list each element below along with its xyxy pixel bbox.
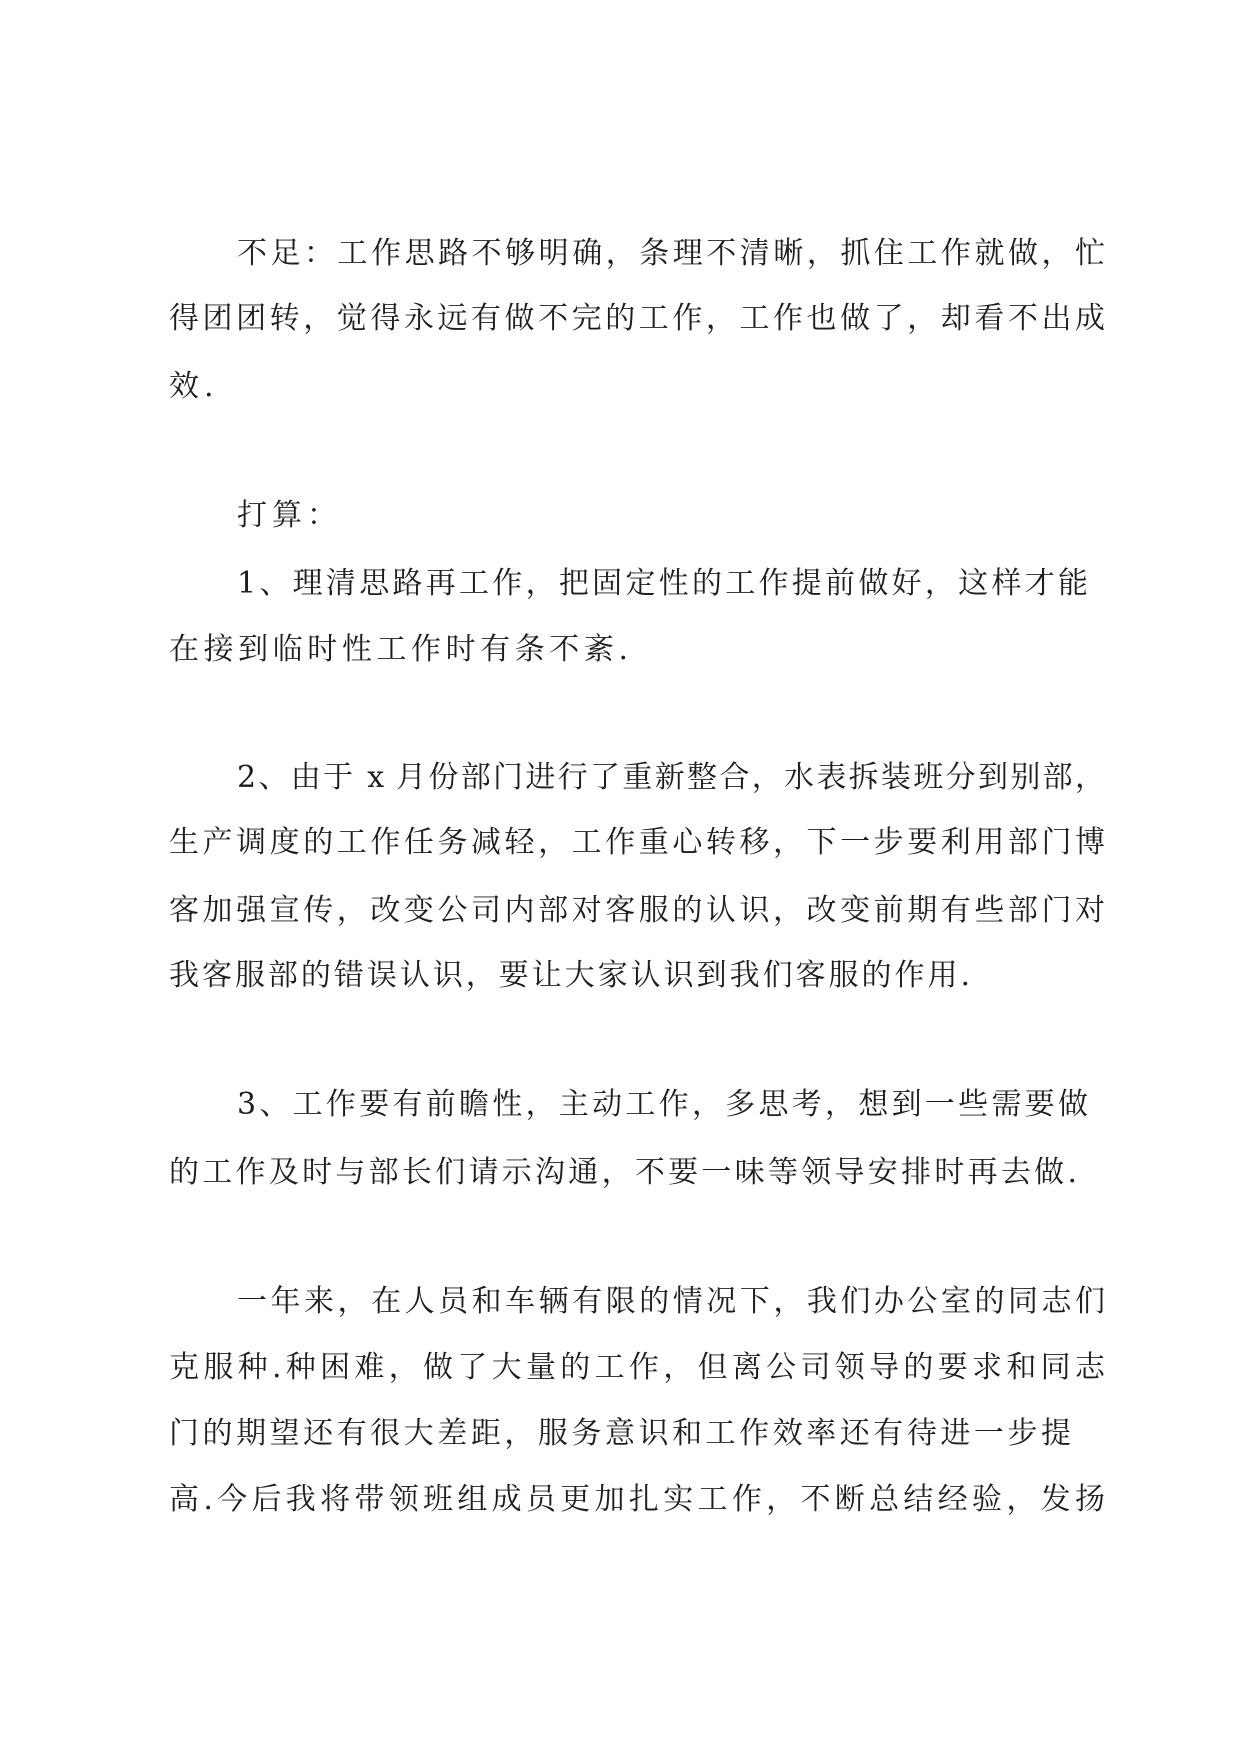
text-line: 1、理清思路再工作，把固定性的工作提前做好，这样才能	[237, 566, 1088, 601]
text-line: 的工作及时与部长们请示沟通，不要一味等领导安排时再去做.	[169, 1155, 1077, 1190]
text-line: 不足：工作思路不够明确，条理不清晰，抓住工作就做，忙	[237, 236, 1105, 271]
text-line: 克服种.种困难，做了大量的工作，但离公司领导的要求和同志	[169, 1350, 1105, 1385]
text-line: 在接到临时性工作时有条不紊.	[169, 632, 628, 667]
text-line: 一年来，在人员和车辆有限的情况下，我们办公室的同志们	[237, 1284, 1105, 1319]
text-line: 客加强宣传，改变公司内部对客服的认识，改变前期有些部门对	[169, 893, 1105, 928]
text-line: 2、由于 x 月份部门进行了重新整合，水表拆装班分到别部，	[237, 760, 1105, 795]
text-line: 3、工作要有前瞻性，主动工作，多思考，想到一些需要做	[237, 1087, 1088, 1122]
text-line: 生产调度的工作任务减轻，工作重心转移，下一步要利用部门博	[169, 825, 1105, 860]
section-heading: 打算：	[237, 498, 342, 533]
text-line: 得团团转，觉得永远有做不完的工作，工作也做了，却看不出成	[169, 301, 1105, 336]
text-line: 高.今后我将带领班组成员更加扎实工作，不断总结经验，发扬	[169, 1482, 1105, 1517]
text-line: 效.	[169, 369, 219, 404]
text-line: 门的期望还有很大差距，服务意识和工作效率还有待进一步提	[169, 1416, 1071, 1451]
text-line: 我客服部的错误认识，要让大家认识到我们客服的作用.	[169, 958, 970, 993]
